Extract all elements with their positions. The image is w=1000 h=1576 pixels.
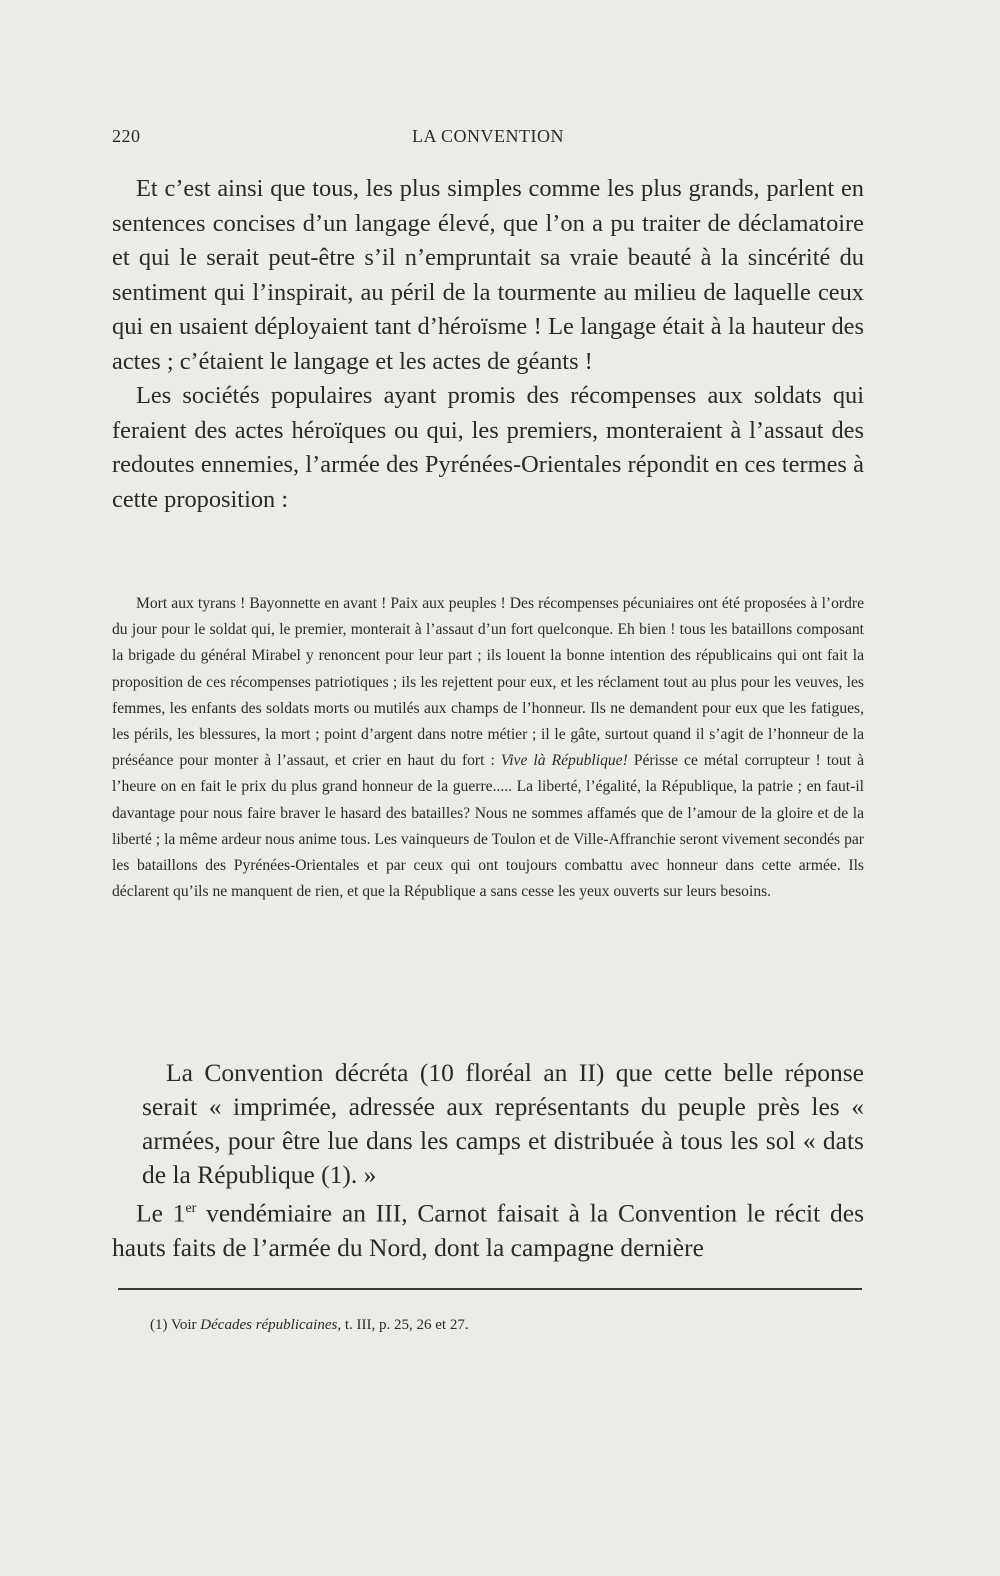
footnote-title: Décades républicaines [200,1317,338,1333]
main-text [112,172,864,517]
footnote-marker: (1) [150,1317,168,1333]
footnote-divider [118,1288,862,1290]
paragraph-4 [112,1192,864,1265]
paragraph-4-rest: vendémiaire an III, Carnot faisait à la Convention le récit des hauts faits de l’armée du Nord, dont la campagne dernière [112,1198,864,1262]
paragraph-1: Et c’est ainsi que tous, les plus simples comme les plus grands, parlent en sentences concises d’un langage élevé, que l’on a pu traiter de déclamatoire et qui le serait peut-être s’il n’empruntait sa vraie beauté à la sincérité du sentiment qui l’inspirait, au péril de la tourmente au milieu de laquelle ceux qui en usaient déployaient tant d’héroïsme ! Le langage était à la hauteur des actes ; c’étaient le langage et les actes de géants ! [112,175,864,375]
footnote-text-end: , t. III, p. 25, 26 et 27. [337,1317,469,1333]
paragraph-3: La Convention décréta (10 floréal an II) que cette belle réponse serait « imprimée, adressée aux représentants du peuple près les « armées, pour être lue dans les camps et distribuée à tous les sol « dats de la République (1). » [142,1058,864,1189]
footnote [150,1314,850,1336]
running-title: LA CONVENTION [412,126,564,146]
page-header [112,126,864,156]
page-number: 220 [112,126,141,146]
closing-text [112,1056,864,1265]
paragraph-2: Les sociétés populaires ayant promis des récompenses aux soldats qui feraient des actes héroïques ou qui, les premiers, monteraient à l’assaut des redoutes ennemies, l’armée des Pyrénées-Orientales répondit en ces termes à cette proposition : [112,382,864,513]
footnote-text-start: Voir [167,1317,201,1333]
paragraph-4-start: Le 1 [136,1198,186,1228]
block-quote [112,591,864,905]
quote-part-2: Périsse ce métal corrupteur ! tout à l’heure on en fait le prix du plus grand honneur de la guerre..... La liberté, l’égalité, la République, la patrie ; en faut-il davantage pour nous faire braver le hasard des batailles? Nous ne sommes affamés que de l’amour de la gloire et de la liberté ; la même ardeur nous anime tous. Les vainqueurs de Toulon et de Ville-Affranchie seront vivement secondés par les bataillons des Pyrénées-Orientales et par ceux qui ont toujours combattu avec honneur dans cette armée. Ils déclarent qu’ils ne manquent de rien, et que la République a sans cesse les yeux ouverts sur leurs besoins. [112,752,864,901]
superscript-er: er [185,1201,197,1216]
quote-paragraph [112,591,864,905]
quote-italic: Vive là République! [500,752,628,770]
quote-part-1: Mort aux tyrans ! Bayonnette en avant ! Paix aux peuples ! Des récompenses pécuniaires ont été proposées à l’ordre du jour pour le soldat qui, le premier, monterait à l’assaut d’un fort quelconque. Eh bien ! tous les bataillons composant la brigade du général Mirabel y renoncent pour leur part ; ils louent la bonne intention des républicains qui ont fait la proposition de ces récompenses patriotiques ; ils les rejettent pour eux, et les réclament tout au plus pour les veuves, les femmes, les enfants des soldats morts ou mutilés aux champs de l’honneur. Ils ne demandent pour eux que les fatigues, les périls, les blessures, la mort ; point d’argent dans notre métier ; il le gâte, surtout quand il s’agit de l’honneur de la préséance pour monter à l’assaut, et crier en haut du fort : [112,595,864,770]
